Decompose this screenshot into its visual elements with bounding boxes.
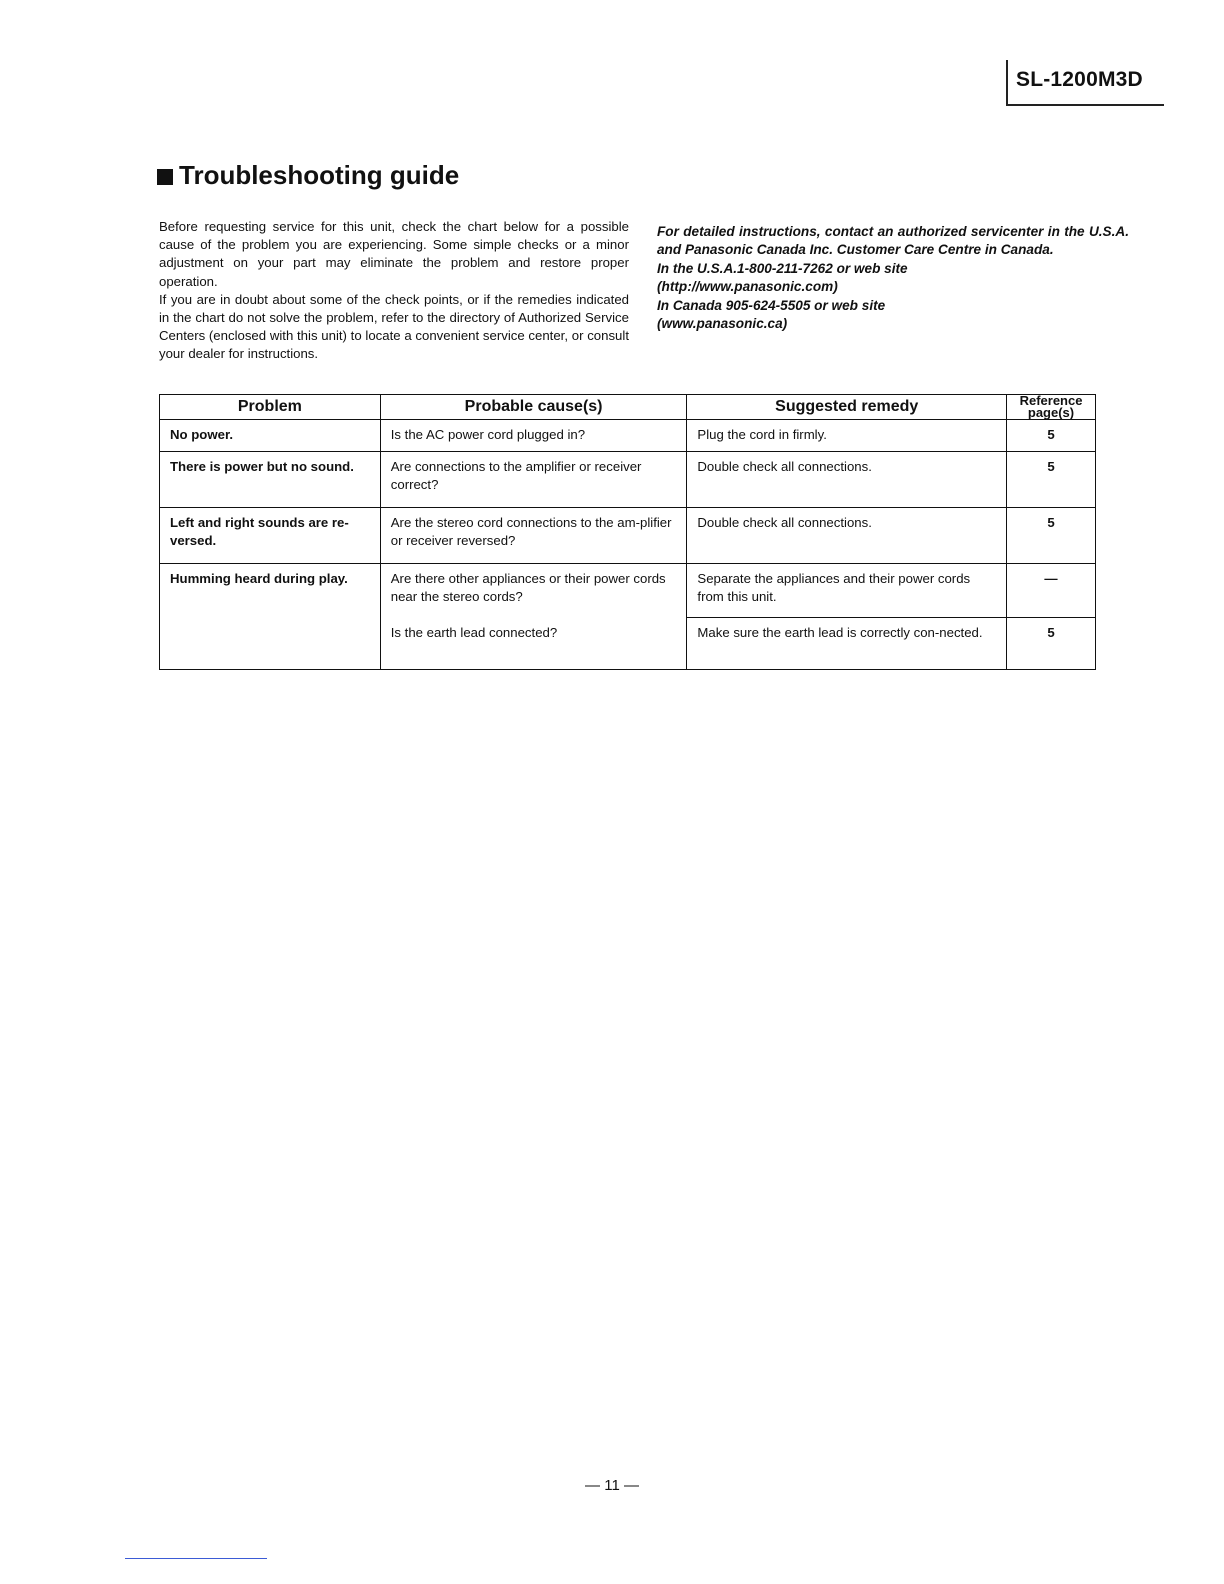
table-row xyxy=(160,618,1096,670)
table-row xyxy=(160,420,1096,452)
contact-usa-web: (http://www.panasonic.com) xyxy=(657,279,838,295)
intro-text xyxy=(159,218,629,364)
header-remedy: Suggested remedy xyxy=(687,395,1007,420)
remedy-cell: Double check all connections. xyxy=(687,452,1007,508)
table-header-row xyxy=(160,395,1096,420)
reference-cell: 5 xyxy=(1007,618,1096,670)
contact-intro: For detailed instructions, contact an authorized servicenter in the U.S.A. and Panasonic Canada Inc. Customer Care Centre in Canada. xyxy=(657,224,1129,258)
contact-usa: In the U.S.A.1-800-211-7262 or web site xyxy=(657,260,908,276)
table-row xyxy=(160,508,1096,564)
problem-cell xyxy=(160,618,381,670)
header-problem: Problem xyxy=(160,395,381,420)
problem-cell: There is power but no sound. xyxy=(160,452,381,508)
page-title-text: Troubleshooting guide xyxy=(179,160,460,190)
header-reference: Reference page(s) xyxy=(1007,395,1096,420)
cause-cell: Is the earth lead connected? xyxy=(380,618,687,670)
model-number: SL-1200M3D xyxy=(1016,68,1143,91)
page-title xyxy=(157,160,459,191)
remedy-cell: Plug the cord in firmly. xyxy=(687,420,1007,452)
remedy-cell: Double check all connections. xyxy=(687,508,1007,564)
page-number: — 11 — xyxy=(585,1477,639,1494)
intro-paragraph-1: Before requesting service for this unit, check the chart below for a possible cause of the problem you are experiencing. Some simple checks or a minor adjustment on your part may eliminate the problem and restore proper operation. xyxy=(159,219,629,289)
intro-paragraph-2: If you are in doubt about some of the check points, or if the remedies indicated in the chart do not solve the problem, refer to the directory of Authorized Service Centers (enclosed with this unit) to locate a convenient service center, or consult your dealer for instructions. xyxy=(159,291,629,362)
reference-cell: 5 xyxy=(1007,420,1096,452)
cause-cell: Are the stereo cord connections to the am-plifier or receiver reversed? xyxy=(380,508,687,564)
problem-cell: No power. xyxy=(160,420,381,452)
bullet-square-icon xyxy=(157,169,173,185)
header-cause: Probable cause(s) xyxy=(380,395,687,420)
problem-cell: Humming heard during play. xyxy=(160,564,381,618)
reference-cell: 5 xyxy=(1007,452,1096,508)
cause-cell: Is the AC power cord plugged in? xyxy=(380,420,687,452)
cause-cell: Are connections to the amplifier or receiver correct? xyxy=(380,452,687,508)
cause-cell: Are there other appliances or their power cords near the stereo cords? xyxy=(380,564,687,618)
table-row xyxy=(160,452,1096,508)
troubleshooting-table xyxy=(159,394,1096,670)
decorative-line xyxy=(125,1558,267,1559)
contact-canada-web: (www.panasonic.ca) xyxy=(657,316,788,332)
remedy-cell: Make sure the earth lead is correctly con-nected. xyxy=(687,618,1007,670)
problem-cell: Left and right sounds are re-versed. xyxy=(160,508,381,564)
contact-info xyxy=(657,223,1129,333)
reference-cell: — xyxy=(1007,564,1096,618)
table-row xyxy=(160,564,1096,618)
remedy-cell: Separate the appliances and their power cords from this unit. xyxy=(687,564,1007,618)
reference-cell: 5 xyxy=(1007,508,1096,564)
contact-canada: In Canada 905-624-5505 or web site xyxy=(657,297,886,313)
